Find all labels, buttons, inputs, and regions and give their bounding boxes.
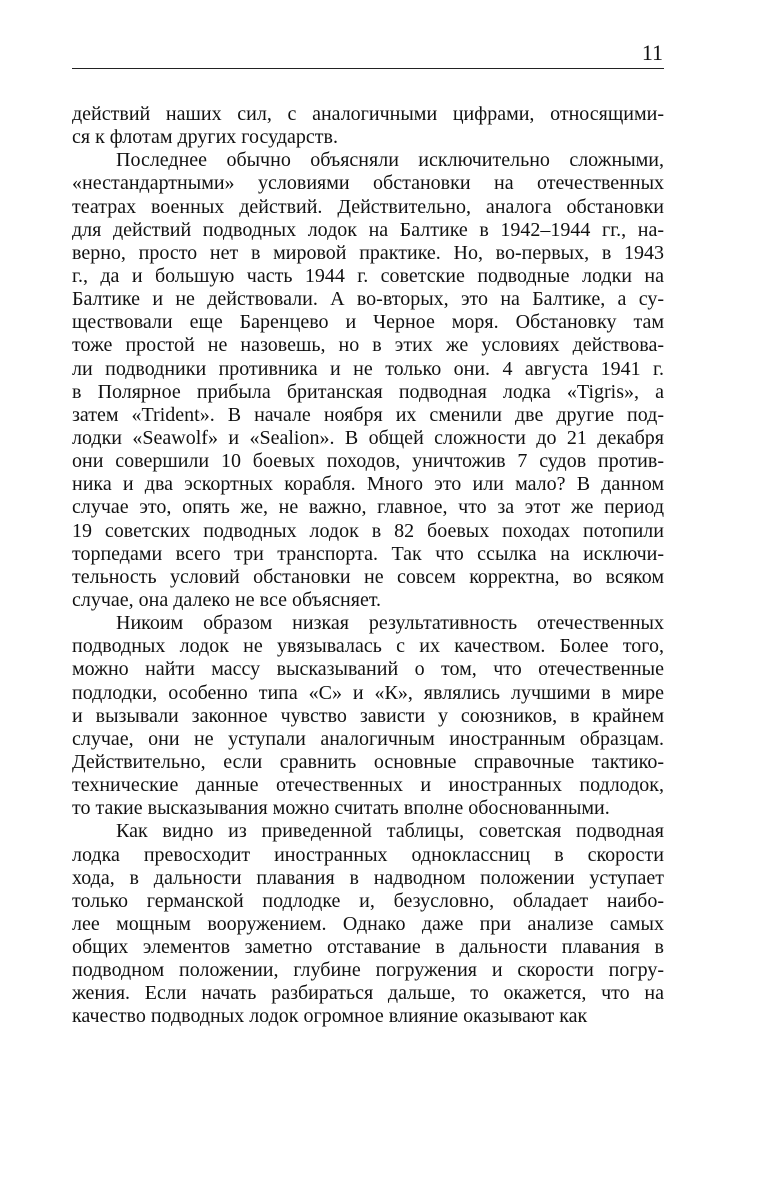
text-line: действий наших сил, с аналогичными цифрами, относящими-: [72, 103, 664, 125]
text-line: они совершили 10 боевых походов, уничтожив 7 судов против-: [72, 450, 664, 473]
text-line: Как видно из приведенной таблицы, советская подводная: [116, 820, 664, 843]
text-line: Действительно, если сравнить основные справочные тактико-: [72, 750, 664, 773]
text-line: лее мощным вооружением. Однако даже при анализе самых: [72, 912, 664, 935]
text-line: торпедами всего три транспорта. Так что ссылка на исключи-: [72, 542, 664, 565]
text-line: ся к флотам других государств.: [72, 126, 338, 149]
page-number: 11: [641, 40, 663, 65]
paragraph: [72, 103, 664, 149]
text-line: ника и два эскортных корабля. Много это или мало? В данном: [72, 473, 664, 496]
text-line: 19 советских подводных лодок в 82 боевых походах потопили: [72, 519, 664, 542]
text-line: г., да и большую часть 1944 г. советские подводные лодки на: [72, 264, 664, 287]
text-line: тельность условий обстановки не совсем корректна, во всяком: [72, 565, 664, 588]
text-line: затем «Trident». В начале ноября их сменили две другие под-: [72, 403, 664, 426]
paragraph: [72, 820, 664, 1028]
text-line: Балтике и не действовали. А во-вторых, это на Балтике, а су-: [72, 288, 664, 311]
text-line: ществовали еще Баренцево и Черное моря. Обстановку там: [72, 311, 664, 334]
text-line: технические данные отечественных и иностранных подлодок,: [72, 774, 664, 797]
text-line: подводных лодок не увязывалась с их качеством. Более того,: [72, 635, 664, 658]
text-line: случае, они не уступали аналогичным иностранным образцам.: [72, 727, 664, 750]
text-line: для действий подводных лодок на Балтике в 1942–1944 гг., на-: [72, 218, 664, 241]
text-line: подлодки, особенно типа «С» и «К», являлись лучшими в мире: [72, 681, 664, 704]
text-line: лодка превосходит иностранных одноклассниц в скорости: [72, 843, 664, 866]
text-line: подводном положении, глубине погружения и скорости погру-: [72, 959, 664, 982]
text-line: жения. Если начать разбираться дальше, то окажется, что на: [72, 982, 664, 1005]
text-line: тоже простой не назовешь, но в этих же условиях действова-: [72, 334, 664, 357]
header-rule: [72, 68, 664, 69]
text-line: хода, в дальности плавания в надводном положении уступает: [72, 866, 664, 889]
text-line: в Полярное прибыла британская подводная лодка «Tigris», а: [72, 380, 664, 403]
text-line: «нестандартными» условиями обстановки на отечественных: [72, 172, 664, 195]
text-line: ли подводники противника и не только они. 4 августа 1941 г.: [72, 357, 664, 380]
text-line: только германской подлодке и, безусловно, обладает наибо-: [72, 889, 664, 912]
body-text: [72, 103, 664, 1029]
text-line: случае это, опять же, не важно, главное, что за этот же период: [72, 496, 664, 519]
text-line: можно найти массу высказываний о том, что отечественные: [72, 658, 664, 681]
text-line: Никоим образом низкая результативность отечественных: [116, 612, 664, 635]
text-line: то такие высказывания можно считать вполне обоснованными.: [72, 797, 610, 820]
text-line: случае, она далеко не все объясняет.: [72, 588, 382, 611]
text-line: верно, просто нет в мировой практике. Но, во-первых, в 1943: [72, 241, 664, 264]
text-line: общих элементов заметно отставание в дальности плавания в: [72, 936, 664, 959]
text-line: Последнее обычно объясняли исключительно сложными,: [116, 149, 664, 172]
text-line: качество подводных лодок огромное влияние оказывают как: [72, 1005, 588, 1028]
text-line: театрах военных действий. Действительно, аналога обстановки: [72, 195, 664, 218]
paragraph: [72, 612, 664, 820]
text-line: лодки «Seawolf» и «Sealion». В общей сложности до 21 декабря: [72, 426, 664, 449]
paragraph: [72, 149, 664, 612]
text-line: и вызывали законное чувство зависти у союзников, в крайнем: [72, 704, 664, 727]
